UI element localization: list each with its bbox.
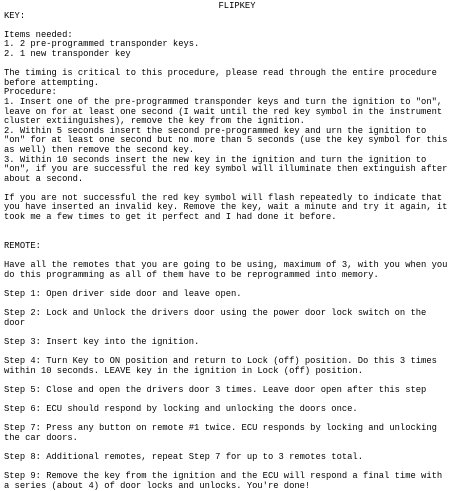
step-9 xyxy=(4,472,470,491)
failure-note-line: If you are not successful the red key symbol will flash repeatedly to indicate that xyxy=(4,192,443,203)
step-line: Step 5: Close and open the drivers door 3 times. Leave door open after this step xyxy=(4,384,427,395)
step-line: Step 7: Press any button on remote #1 twice. ECU responds by locking and unlocking xyxy=(4,423,437,434)
procedure-line: 2. Within 5 seconds insert the second pre-programmed key and urn the ignition to xyxy=(4,125,427,136)
failure-note-section xyxy=(4,194,470,223)
procedure-line: as well) then remove the second key. xyxy=(4,144,195,155)
step-8 xyxy=(4,453,470,463)
document-title: FLIPKEY xyxy=(218,1,256,11)
items-needed-section xyxy=(4,31,470,60)
step-6 xyxy=(4,405,470,415)
procedure-line: "on" for at least one second but no more than 5 seconds (use the key symbol for this xyxy=(4,135,448,146)
items-line: 2. 1 new transponder key xyxy=(4,48,131,59)
failure-note-line: took me a few times to get it perfect and I had done it before. xyxy=(4,212,337,223)
step-1 xyxy=(4,290,470,300)
procedure-section xyxy=(4,69,470,184)
step-3 xyxy=(4,338,470,348)
failure-note-line: you have inserted an invalid key. Remove the key, wait a minute and try it again, it xyxy=(4,202,448,213)
procedure-line: before attempting. xyxy=(4,77,100,88)
step-4 xyxy=(4,357,470,376)
step-line: a series (about 4) of door locks and unlocks. You're done! xyxy=(4,480,311,491)
step-line: Step 3: Insert key into the ignition. xyxy=(4,336,200,347)
procedure-line: leave on for at least one second (I wait until the red key symbol in the instrument xyxy=(4,106,443,117)
remote-intro-line: Have all the remotes that you are going to be using, maximum of 3, with you when you xyxy=(4,260,448,271)
step-line: the car doors. xyxy=(4,432,78,443)
step-7 xyxy=(4,424,470,443)
procedure-line: "on", if you are successful the red key symbol will illuminate then extinguish after xyxy=(4,164,448,175)
procedure-line: The timing is critical to this procedure, please read through the entire procedure xyxy=(4,68,437,79)
step-line: within 10 seconds. LEAVE key in the ignition in Lock (off) position. xyxy=(4,365,363,376)
step-line: Step 2: Lock and Unlock the drivers door using the power door lock switch on the xyxy=(4,308,427,318)
step-line: Step 9: Remove the key from the ignition and the ECU will respond a final time with xyxy=(4,471,443,482)
items-line: 1. 2 pre-programmed transponder keys. xyxy=(4,39,200,50)
step-line: Step 4: Turn Key to ON position and return to Lock (off) position. Do this 3 times xyxy=(4,355,437,366)
procedure-line: about a second. xyxy=(4,173,84,184)
step-5 xyxy=(4,386,470,396)
procedure-line: Procedure: xyxy=(4,87,57,98)
procedure-line: cluster extiinguishes), remove the key from the ignition. xyxy=(4,116,305,127)
key-heading: KEY: xyxy=(4,10,26,21)
step-line: Step 6: ECU should respond by locking and unlocking the doors once. xyxy=(4,403,358,414)
step-line: Step 1: Open driver side door and leave open. xyxy=(4,288,242,299)
procedure-line: 3. Within 10 seconds insert the new key in the ignition and turn the ignition to xyxy=(4,154,427,165)
procedure-line: 1. Insert one of the pre-programmed transponder keys and turn the ignition to "on", xyxy=(4,96,443,107)
step-line: door xyxy=(4,317,26,328)
step-2 xyxy=(4,309,470,328)
step-line: Step 8: Additional remotes, repeat Step 7 for up to 3 remotes total. xyxy=(4,451,363,462)
remote-intro-section xyxy=(4,261,470,280)
remote-intro-line: do this programming as all of them have to be reprogrammed into memory. xyxy=(4,269,379,280)
remote-heading: REMOTE: xyxy=(4,240,41,251)
items-line: Items needed: xyxy=(4,29,73,40)
